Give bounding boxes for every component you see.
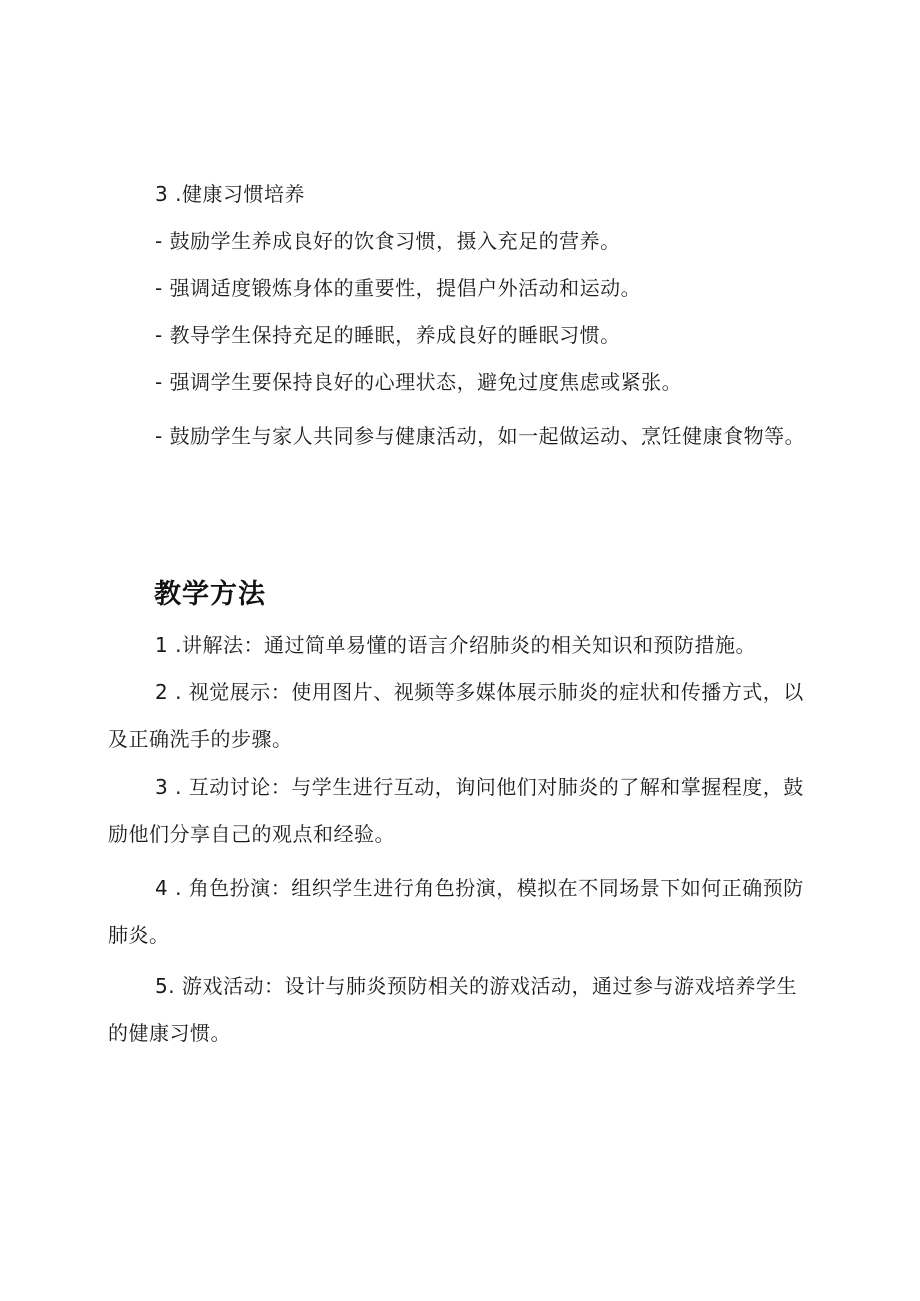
habit-item-4: - 强调学生要保持良好的心理状态，避免过度焦虑或紧张。 — [155, 370, 683, 394]
habit-item-3: - 教导学生保持充足的睡眠，养成良好的睡眠习惯。 — [155, 323, 621, 347]
method-item-4: 4 . 角色扮演：组织学生进行角色扮演，模拟在不同场景下如何正确预防肺炎。 — [108, 876, 804, 947]
section-title-methods: 教学方法 — [154, 579, 266, 610]
habit-item-2: - 强调适度锻炼身体的重要性，提倡户外活动和运动。 — [155, 276, 642, 300]
habit-item-5: - 鼓励学生与家人共同参与健康活动，如一起做运动、烹饪健康食物等。 — [155, 424, 806, 448]
method-item-2: 2 . 视觉展示：使用图片、视频等多媒体展示肺炎的症状和传播方式，以及正确洗手的步骤。 — [108, 680, 804, 751]
method-item-5: 5. 游戏活动：设计与肺炎预防相关的游戏活动，通过参与游戏培养学生的健康习惯。 — [108, 974, 797, 1045]
habit-item-1: - 鼓励学生养成良好的饮食习惯，摄入充足的营养。 — [155, 229, 621, 253]
method-item-1: 1 .讲解法：通过简单易懂的语言介绍肺炎的相关知识和预防措施。 — [155, 633, 756, 657]
method-item-3: 3 . 互动讨论：与学生进行互动，询问他们对肺炎的了解和掌握程度，鼓励他们分享自己的观点和经验。 — [108, 775, 804, 846]
habits-heading: 3 .健康习惯培养 — [155, 182, 305, 206]
